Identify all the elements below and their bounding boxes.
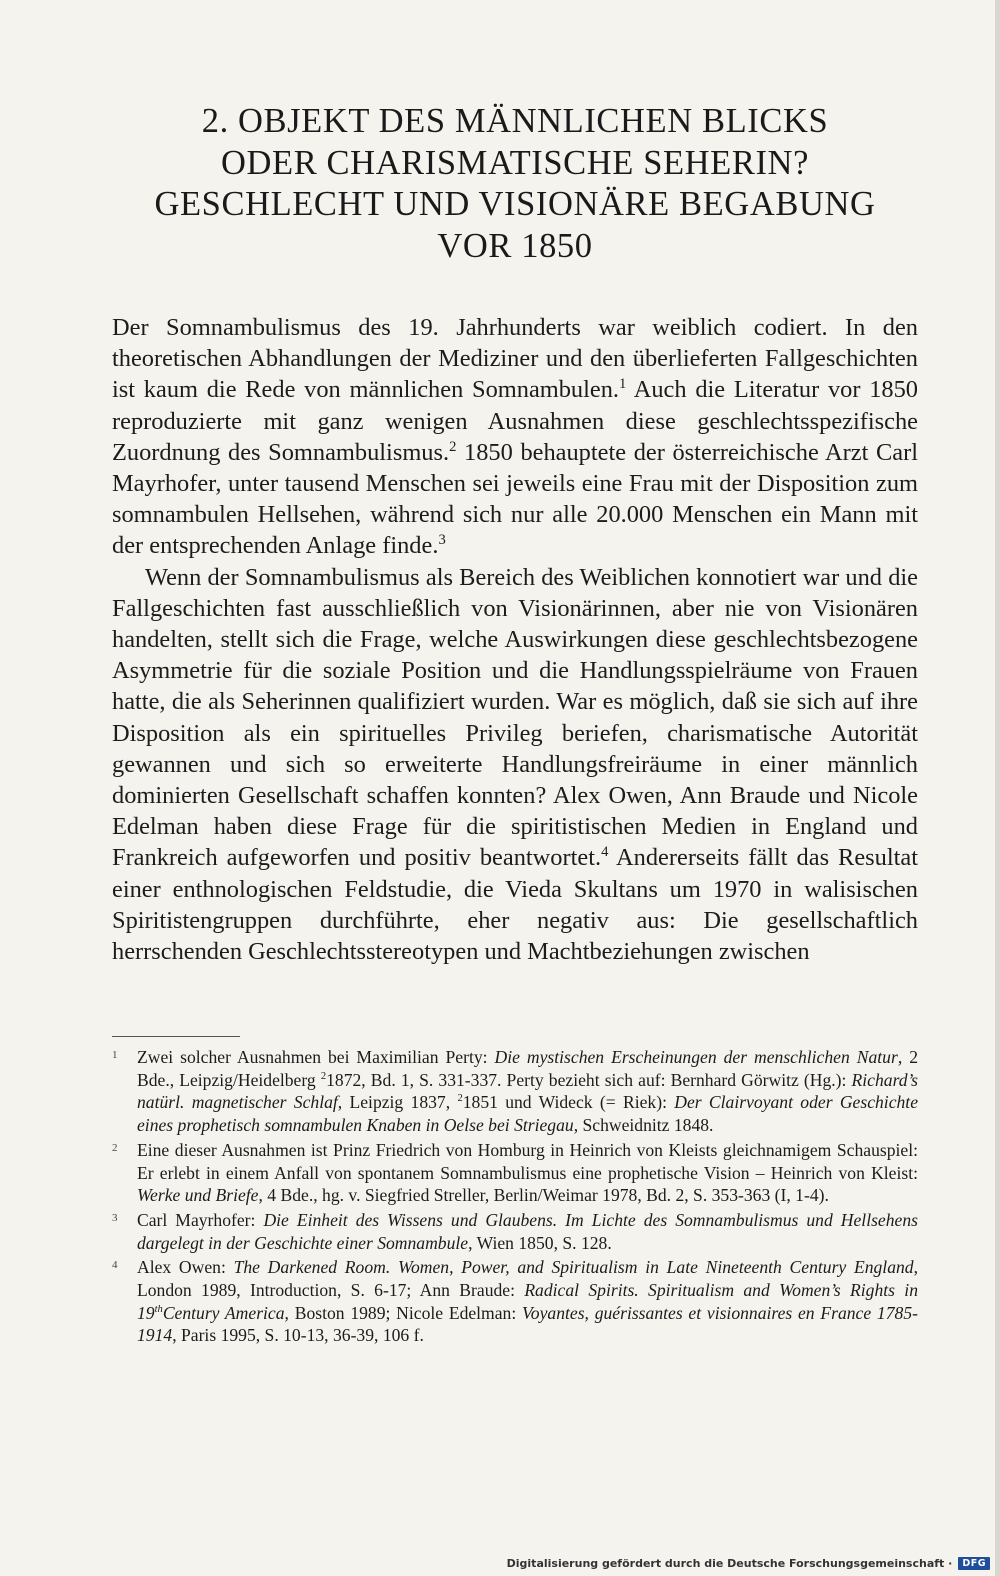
footnote-text: Alex Owen: The Darkened Room. Women, Power, and Spiritualism in Late Nineteenth Century England, London 1989, Introduction, S. 6-17; Ann Braude: Radical Spirits. Spiritualism and Women’s Rights in 19thCentury America, Boston 1989; Nicole Edelman: Voyantes, guérissantes et visionnaires en France 1785-1914, Paris 1995, S. 10-13, 36-39, 106 f. xyxy=(137,1257,918,1346)
chapter-heading xyxy=(112,101,918,267)
footnote-1 xyxy=(112,1046,918,1137)
footnote-number: 1 xyxy=(112,1049,118,1061)
footnote-text: Eine dieser Ausnahmen ist Prinz Friedrich von Homburg in Heinrich von Kleists gleichnamigem Schauspiel: Er erlebt in einem Anfall von spontanem Somnambulismus eine prophetische Vision – Heinrich von Kleist: Werke und Briefe, 4 Bde., hg. v. Siegfried Streller, Berlin/Weimar 1978, Bd. 2, S. 353-363 (I, 1-4). xyxy=(137,1139,918,1206)
paragraph-1: Der Somnambulismus des 19. Jahrhunderts war weiblich codiert. In den theoretischen Abhandlungen der Mediziner und den überlieferten Fallgeschichten ist kaum die Rede von männlichen Somnambulen.$^1$ Auch die Literatur vor 1850 reproduzierte mit ganz wenigen Ausnahmen diese geschlechtsspezifische Zuordnung des Somnambulismus.$^2$ 1850 behauptete der österreichische Arzt Carl Mayrhofer, unter tausend Menschen sei jeweils eine Frau mit der Disposition zum somnambulen Hellsehen, während sich nur alle 20.000 Menschen ein Mann mit der entsprechenden Anlage finde.$^3$ xyxy=(112,314,919,560)
heading-line: ODER CHARISMATISCHE SEHERIN? xyxy=(221,143,809,182)
footnote-4 xyxy=(112,1256,918,1347)
paragraph-2: Wenn der Somnambulismus als Bereich des Weiblichen konnotiert war und die Fallgeschichten fast ausschließlich von Visionärinnen, aber nie von Visionären handelten, stellt sich die Frage, welche Auswirkungen diese geschlechtsbezogene Asymmetrie für die soziale Position und die Handlungsspielräume von Frauen hatte, die als Seherinnen qualifiziert wurden. War es möglich, daß sie sich auf ihre Disposition als ein spirituelles Privileg beriefen, charismatische Autorität gewannen und sich so erweiterte Handlungsfreiräume in einer männlich dominierten Gesellschaft schaffen konnten? Alex Owen, Ann Braude und Nicole Edelman haben diese Frage für die spiritistischen Medien in England und Frankreich aufgeworfen und positiv beantwortet.$^4$ Andererseits fällt das Resultat einer enthnologischen Feldstudie, die Vieda Skultans um 1970 in walisischen Spiritistengruppen durchführte, eher negativ aus: Die gesellschaftlich herrschenden Geschlechtsstereotypen und Machtbeziehungen zwischen xyxy=(112,563,918,966)
footnote-3 xyxy=(112,1209,918,1254)
heading-line: VOR 1850 xyxy=(437,226,593,265)
heading-line: GESCHLECHT UND VISIONÄRE BEGABUNG xyxy=(154,185,876,223)
footnote-number: 3 xyxy=(112,1211,118,1224)
page-edge xyxy=(995,0,1000,1576)
dfg-logo: DFG xyxy=(958,1557,990,1570)
footnote-text: Carl Mayrhofer: Die Einheit des Wissens und Glaubens. Im Lichte des Somnambulismus und Hellsehens dargelegt in der Geschichte einer Somnambule, Wien 1850, S. 128. xyxy=(137,1209,918,1253)
footnote-text: Zwei solcher Ausnahmen bei Maximilian Perty: Die mystischen Erscheinungen der menschlichen Natur, 2 Bde., Leipzig/Heidelberg $^2$1872, Bd. 1, S. 331-337. Perty bezieht sich auf: Bernhard Görwitz (Hg.): Richard’s natürl. magnetischer Schlaf, Leipzig 1837, $^2$1851 und Wideck (= Riek): Der Clairvoyant oder Geschichte eines prophetisch somnambulen Knaben in Oelse bei Striegau, Schweidnitz 1848. xyxy=(137,1047,919,1136)
heading-line: 2. OBJEKT DES MÄNNLICHEN BLICKS xyxy=(201,102,829,140)
footnote-separator xyxy=(112,1036,240,1037)
body-text xyxy=(112,312,918,967)
footnote-number: 4 xyxy=(112,1259,118,1272)
footer-text: Digitalisierung gefördert durch die Deutsche Forschungsgemeinschaft · xyxy=(506,1556,953,1570)
footnote-2 xyxy=(112,1139,918,1207)
digitization-footer xyxy=(507,1556,990,1570)
footnote-number: 2 xyxy=(112,1141,118,1154)
footnotes xyxy=(112,1046,918,1349)
